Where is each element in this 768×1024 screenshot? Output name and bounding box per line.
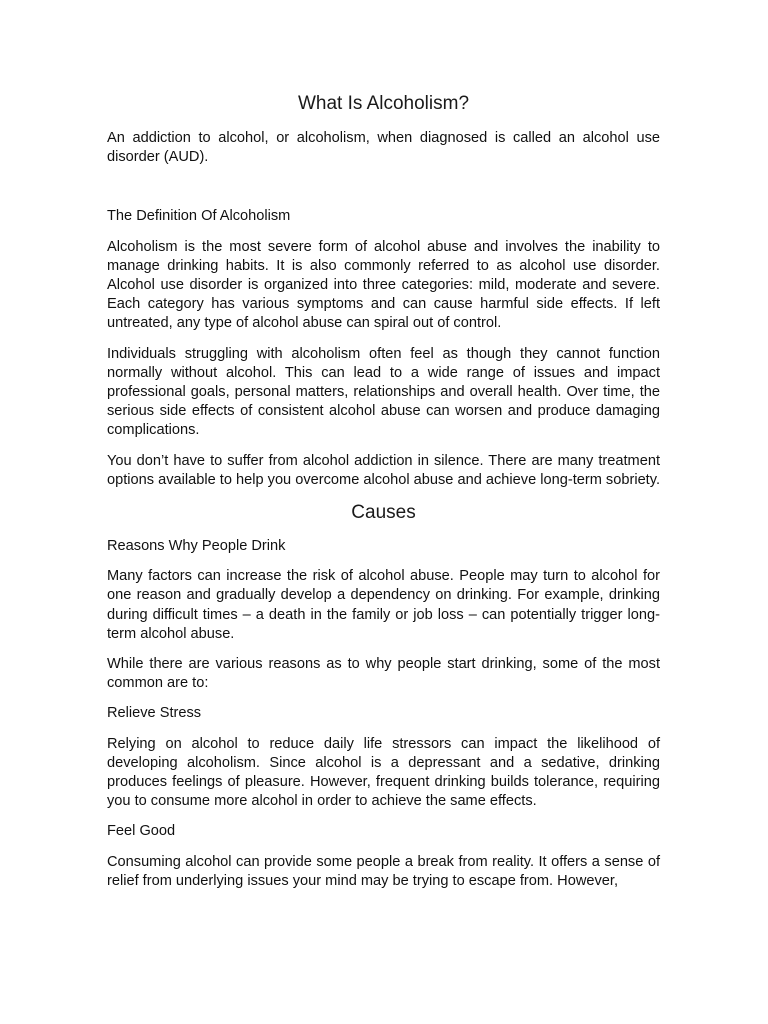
reasons-paragraph-2: While there are various reasons as to why people start drinking, some of the most common are to:: [107, 656, 660, 692]
definition-paragraph-2: Individuals struggling with alcoholism often feel as though they cannot function normally without alcohol. This can lead to a wide range of issues and impact professional goals, personal matters, relationships and overall health. Over time, the serious side effects of consistent alcohol abuse can worsen and produce damaging complications.: [107, 345, 660, 439]
feel-good-paragraph: Consuming alcohol can provide some people a break from reality. It offers a sense of relief from underlying issues your mind may be trying to escape from. However,: [107, 853, 660, 889]
document-page: [107, 92, 660, 902]
causes-title: Causes: [351, 502, 416, 524]
definition-paragraph-3: You don’t have to suffer from alcohol addiction in silence. There are many treatment options available to help you overcome alcohol abuse and achieve long-term sobriety.: [107, 452, 661, 488]
spacer: [107, 178, 660, 207]
definition-heading: The Definition Of Alcoholism: [107, 208, 291, 225]
definition-paragraph-1: Alcoholism is the most severe form of alcohol abuse and involves the inability to manage drinking habits. It is also commonly referred to as alcohol use disorder. Alcohol use disorder is organized into three categories: mild, moderate and severe. Each category has various symptoms and can cause harmful side effects. If left untreated, any type of alcohol abuse can spiral out of control.: [107, 238, 660, 332]
intro-paragraph: An addiction to alcohol, or alcoholism, when diagnosed is called an alcohol use disorder (AUD).: [107, 130, 660, 166]
reasons-heading: Reasons Why People Drink: [107, 538, 286, 555]
relieve-stress-heading: Relieve Stress: [107, 705, 202, 722]
feel-good-heading: Feel Good: [107, 823, 176, 840]
reasons-paragraph-1: Many factors can increase the risk of alcohol abuse. People may turn to alcohol for one reason and gradually develop a dependency on drinking. For example, drinking during difficult times – a death in the family or job loss – can potentially trigger long-term alcohol abuse.: [107, 568, 660, 642]
relieve-stress-paragraph: Relying on alcohol to reduce daily life stressors can impact the likelihood of developing alcoholism. Since alcohol is a depressant and a sedative, drinking produces feelings of pleasure. However, frequent drinking builds tolerance, requiring you to consume more alcohol in order to achieve the same effects.: [107, 735, 660, 810]
document-title: What Is Alcoholism?: [297, 93, 470, 114]
